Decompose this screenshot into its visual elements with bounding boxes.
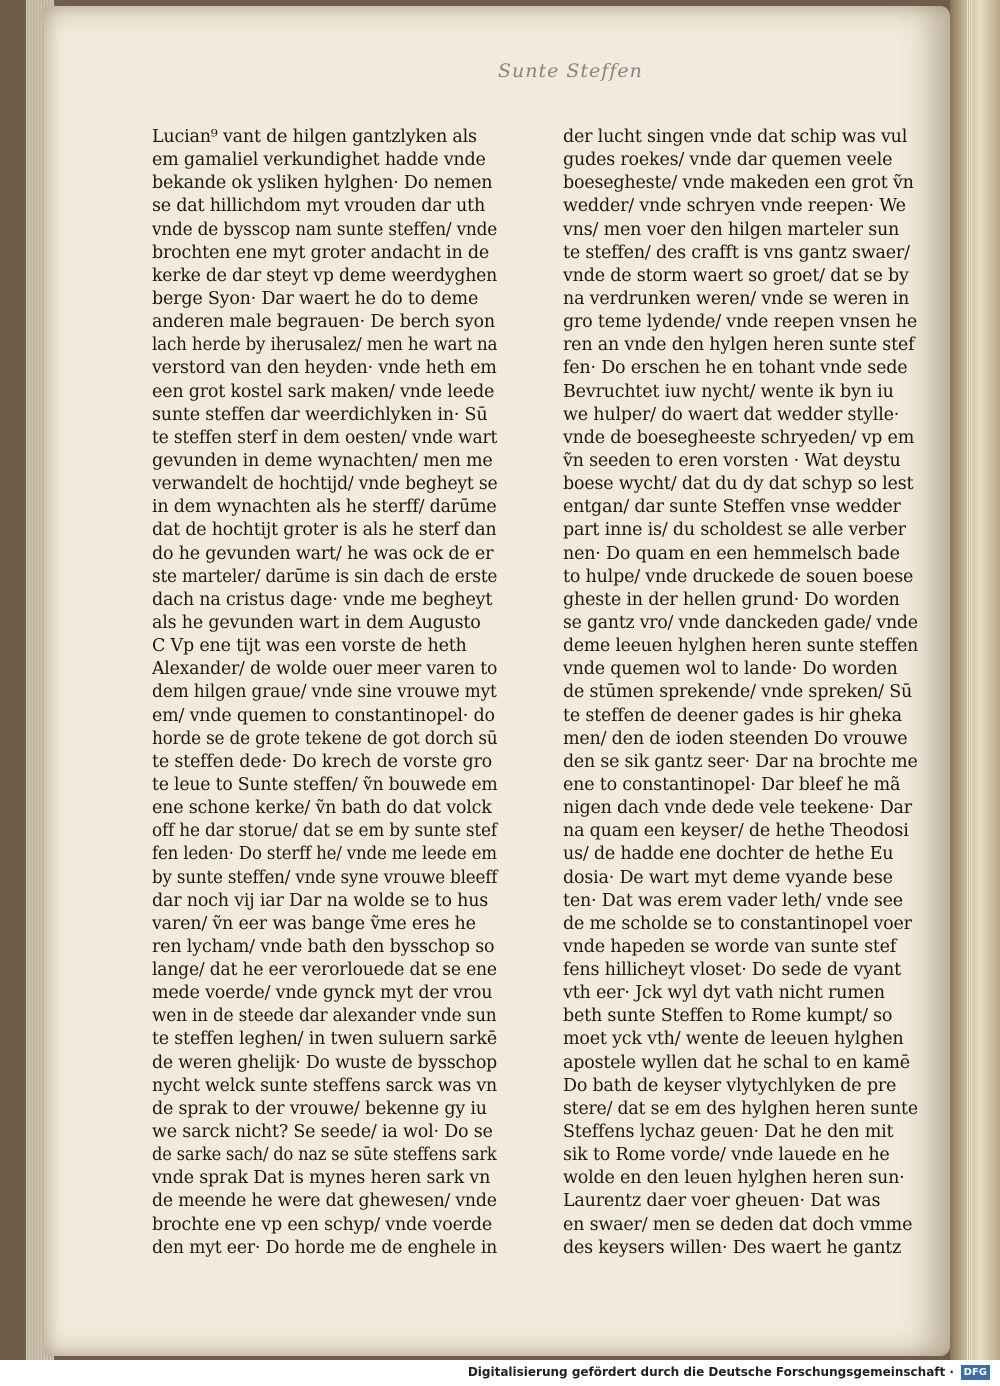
text-line: we hulper/ do waert dat wedder stylle· [563,404,900,425]
text-line: sunte steffen dar weerdichlyken in· Sū [152,404,488,425]
text-line: Bevruchtet iuw nycht/ wente ik byn iu [563,381,894,402]
text-line: fens hillicheyt vloset· Do sede de vyant [563,960,901,981]
text-line: Steffens lychaz geuen· Dat he den mit [563,1122,894,1143]
text-line: vnde sprak Dat is mynes heren sark vn [152,1168,491,1189]
dfg-logo: DFG [961,1365,990,1380]
text-line: do he gevunden wart/ he was ock de er [152,543,494,564]
text-line: ten· Dat was erem vader leth/ vnde see [563,890,903,911]
text-line: nigen dach vnde dede vele teekene· Dar [563,798,912,819]
text-line: lange/ dat he eer verorlouede dat se ene [152,960,497,981]
right-text-column [563,126,918,1260]
text-line: vth eer· Jck wyl dyt vath nicht rumen [563,983,885,1004]
left-text-column [152,126,497,1260]
text-line: de weren ghelijk· Do wuste de bysschop [152,1052,498,1073]
text-line: gro teme lydende/ vnde reepen vnsen he [563,312,918,333]
book-gutter [950,0,1000,1360]
text-line: dat de hochtijt groter is als he sterf dan [152,520,497,541]
text-line: em gamaliel verkundighet hadde vnde [152,150,486,171]
text-line: C Vp ene tijt was een vorste de heth [152,636,467,657]
text-line: anderen male begrauen· De berch syon [152,312,495,333]
text-line: als he gevunden wart in dem Augusto [152,612,481,633]
text-line: part inne is/ du scholdest se alle verber [563,520,906,541]
text-line: de sarke sach/ do naz se sūte steffens sark [152,1145,497,1166]
text-line: na quam een keyser/ de hethe Theodosi [563,821,909,842]
text-line: te steffen dede· Do krech de vorste gro [152,751,492,772]
text-line: ste marteler/ darūme is sin dach de erste [152,566,498,587]
text-line: kerke de dar steyt vp deme weerdyghen [152,265,498,286]
text-line: sik to Rome vorde/ vnde lauede en he [563,1145,890,1166]
text-line: we sarck nicht? Se seede/ ia wol· Do se [152,1122,493,1143]
text-line: horde se de grote tekene de got dorch sū [152,728,498,749]
text-line: vnde hapeden se worde van sunte stef [563,936,897,957]
text-line: de stūmen sprekende/ vnde spreken/ Sū [563,682,913,703]
gutter-edges [967,0,972,1360]
text-line: boese wycht/ dat du dy dat schyp so lest [563,474,914,495]
text-line: de sprak to der vrouwe/ bekenne gy iu [152,1098,487,1119]
text-line: wen in de steede dar alexander vnde sun [152,1006,497,1027]
text-line: nen· Do quam en een hemmelsch bade [563,543,900,564]
funding-credit: Digitalisierung gefördert durch die Deutsche Forschungsgemeinschaft · [467,1365,954,1379]
text-line: ṽn seeden to eren vorsten · Wat deystu [563,450,901,471]
text-line: apostele wyllen dat he schal to en kamē [563,1052,910,1073]
text-line: to hulpe/ vnde druckede de souen boese [563,566,914,587]
text-line: ene schone kerke/ ṽn bath do dat volck [152,798,492,819]
text-line: na verdrunken weren/ vnde se weren in [563,288,910,309]
text-line: varen/ ṽn eer was bange ṽme eres he [152,913,476,934]
text-line: ene to constantinopel· Dar bleef he mã [563,774,901,795]
text-line: moet yck vth/ wente de leeuen hylghen [563,1029,904,1050]
text-line: verwandelt de hochtijd/ vnde begheyt se [152,474,498,495]
text-line: off he dar storue/ dat se em by sunte stef [152,821,497,842]
text-line: de me scholde se to constantinopel voer [563,913,912,934]
text-line: vnde de bysscop nam sunte steffen/ vnde [152,219,498,240]
text-line: Alexander/ de wolde ouer meer varen to [152,659,498,680]
text-line: verstord van den heyden· vnde heth em [152,358,497,379]
text-line: fen leden· Do sterff he/ vnde me leede em [152,844,497,865]
text-line: by sunte steffen/ vnde syne vrouwe bleeff [152,867,498,888]
text-line: ren lycham/ vnde bath den bysschop so [152,936,495,957]
text-line: te steffen/ des crafft is vns gantz swaer/ [563,242,910,263]
text-line: Do bath de keyser vlytychlyken de pre [563,1075,897,1096]
text-line: Laurentz daer voer gheuen· Dat was [563,1191,881,1212]
text-line: een grot kostel sark maken/ vnde leede [152,381,495,402]
text-line: se gantz vro/ vnde danckeden gade/ vnde [563,612,918,633]
text-line: vns/ men voer den hilgen marteler sun [563,219,900,240]
text-line: gevunden in deme wynachten/ men me [152,450,493,471]
text-line: em/ vnde quemen to constantinopel· do [152,705,495,726]
text-line: gudes roekes/ vnde dar quemen veele [563,150,893,171]
text-line: Lucian⁹ vant de hilgen gantzlyken als [152,127,477,147]
text-line: ren an vnde den hylgen heren sunte stef [563,335,915,356]
marginal-note: Sunte Steffen [498,60,643,82]
text-line: deme leeuen hylghen heren sunte steffen [563,636,919,657]
text-line: se dat hillichdom myt vrouden dar uth [152,196,486,217]
text-line: dosia· De wart myt deme vyande bese [563,867,893,888]
text-line: dem hilgen graue/ vnde sine vrouwe myt [152,682,497,703]
text-line: beth sunte Steffen to Rome kumpt/ so [563,1006,893,1027]
text-line: en swaer/ men se deden dat doch vmme [563,1214,913,1235]
text-line: der lucht singen vnde dat schip was vul [563,127,908,147]
text-line: vnde de storm waert so groet/ dat se by [563,265,909,286]
text-line: te steffen leghen/ in twen suluern sarkē [152,1029,497,1050]
text-line: berge Syon· Dar waert he do to deme [152,288,479,309]
text-line: stere/ dat se em des hylghen heren sunte [563,1098,918,1119]
text-line: lach herde by iherusalez/ men he wart na [152,335,498,356]
text-line: nycht welck sunte steffens sarck was vn [152,1075,497,1096]
text-line: den se sik gantz seer· Dar na brochte me [563,751,918,772]
text-line: dach na cristus dage· vnde me begheyt [152,589,493,610]
footer-bar [0,1360,1000,1386]
text-line: wolde en den leuen hylghen heren sun· [563,1168,905,1189]
text-line: gheste in der hellen grund· Do worden [563,589,900,610]
text-line: te steffen sterf in dem oesten/ vnde wart [152,427,498,448]
text-line: te leue to Sunte steffen/ ṽn bouwede em [152,774,498,795]
text-line: de meende he were dat ghewesen/ vnde [152,1191,497,1212]
text-line: vnde quemen wol to lande· Do worden [563,659,898,680]
text-line: brochte ene vp een schyp/ vnde voerde [152,1214,493,1235]
text-line: us/ de hadde ene dochter de hethe Eu [563,844,894,865]
text-line: wedder/ vnde schryen vnde reepen· We [563,196,906,217]
text-line: mede voerde/ vnde gynck myt der vrou [152,983,493,1004]
text-line: brochten ene myt groter andacht in de [152,242,490,263]
text-line: fen· Do erschen he en tohant vnde sede [563,358,908,379]
text-line: boesegheste/ vnde makeden een grot ṽn [563,173,914,194]
text-line: bekande ok ysliken hylghen· Do nemen [152,173,493,194]
text-line: dar noch vij iar Dar na wolde se to hus [152,890,489,911]
text-line: des keysers willen· Des waert he gantz [563,1237,902,1258]
text-line: den myt eer· Do horde me de enghele in [152,1237,498,1258]
text-line: men/ den de ioden steenden Do vrouwe [563,728,908,749]
text-line: vnde de boesegheeste schryeden/ vp em [563,427,915,448]
text-line: te steffen de deener gades is hir gheka [563,705,902,726]
text-line: entgan/ dar sunte Steffen vnse wedder [563,497,901,518]
text-line: in dem wynachten als he sterff/ darūme [152,497,497,518]
